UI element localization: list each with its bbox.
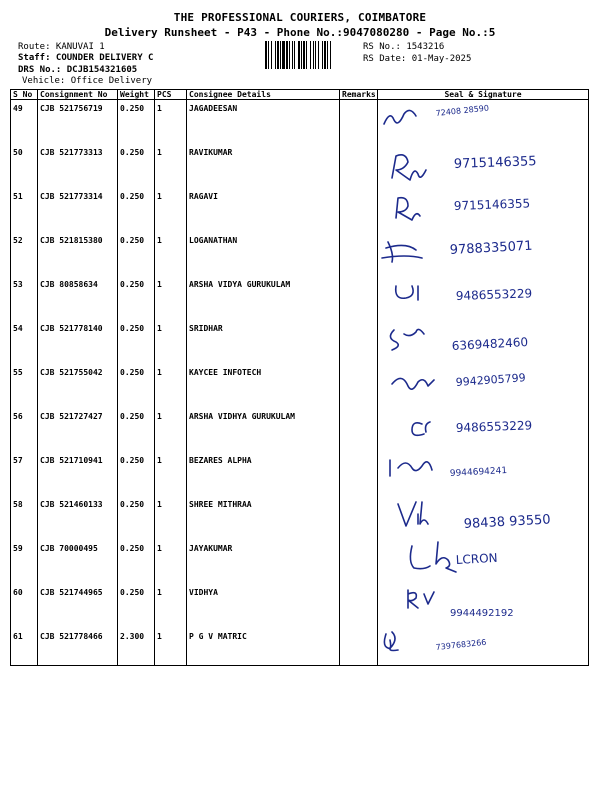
handwritten-signature — [378, 100, 589, 140]
table-header-row — [11, 90, 589, 100]
remarks-cell — [340, 628, 378, 666]
row-sno: 52 — [11, 232, 38, 276]
weight-value: 0.250 — [118, 584, 155, 628]
signature-stroke — [384, 632, 398, 651]
signature-stroke — [382, 242, 422, 262]
consignment-number: CJB 80858634 — [38, 276, 118, 320]
signature-cell — [378, 540, 589, 584]
signature-phone-text: 9715146355 — [453, 154, 537, 172]
staff-label: Staff: COUNDER DELIVERY C — [18, 53, 154, 63]
remarks-cell — [340, 320, 378, 364]
table-row — [11, 628, 589, 666]
signature-cell — [378, 144, 589, 188]
row-sno: 61 — [11, 628, 38, 666]
consignee-name: ARSHA VIDHYA GURUKULAM — [187, 408, 340, 452]
consignee-name: JAYAKUMAR — [187, 540, 340, 584]
weight-value: 0.250 — [118, 452, 155, 496]
weight-value: 0.250 — [118, 100, 155, 145]
remarks-cell — [340, 188, 378, 232]
weight-value: 0.250 — [118, 496, 155, 540]
handwritten-signature — [378, 276, 589, 316]
remarks-cell — [340, 276, 378, 320]
signature-phone-text: 98438 93550 — [463, 512, 551, 532]
signature-phone-text: LCRON — [455, 550, 498, 567]
remarks-cell — [340, 364, 378, 408]
signature-stroke — [408, 590, 434, 608]
signature-stroke — [412, 422, 430, 435]
signature-cell — [378, 452, 589, 496]
table-row — [11, 584, 589, 628]
signature-stroke — [396, 286, 418, 300]
pcs-value: 1 — [155, 540, 187, 584]
weight-value: 2.300 — [118, 628, 155, 666]
table-row — [11, 408, 589, 452]
pcs-value: 1 — [155, 408, 187, 452]
consignment-number: CJB 521778140 — [38, 320, 118, 364]
signature-cell — [378, 408, 589, 452]
rs-date: RS Date: 01-May-2025 — [363, 54, 472, 64]
runsheet-table — [10, 89, 589, 666]
signature-cell — [378, 584, 589, 628]
remarks-cell — [340, 100, 378, 145]
weight-value: 0.250 — [118, 188, 155, 232]
consignee-name: LOGANATHAN — [187, 232, 340, 276]
table-row — [11, 188, 589, 232]
consignee-name: JAGADEESAN — [187, 100, 340, 145]
row-sno: 49 — [11, 100, 38, 145]
drs-number: DRS No.: DCJB154321605 — [18, 65, 138, 75]
handwritten-signature — [378, 144, 589, 184]
signature-stroke — [384, 110, 416, 124]
row-sno: 55 — [11, 364, 38, 408]
handwritten-signature — [378, 408, 589, 448]
col-weight: Weight — [118, 90, 155, 100]
signature-cell — [378, 188, 589, 232]
signature-phone-text: 7397683266 — [435, 637, 487, 652]
signature-stroke — [392, 378, 434, 389]
consignment-number: CJB 521815380 — [38, 232, 118, 276]
remarks-cell — [340, 232, 378, 276]
signature-cell — [378, 276, 589, 320]
signature-stroke — [392, 155, 426, 180]
rs-number: RS No.: 1543216 — [363, 42, 445, 52]
consignment-number: CJB 521778466 — [38, 628, 118, 666]
signature-phone-text: 9788335071 — [449, 238, 533, 258]
handwritten-signature — [378, 584, 589, 624]
row-sno: 58 — [11, 496, 38, 540]
signature-phone-text: 9944694241 — [449, 466, 508, 479]
table-row — [11, 144, 589, 188]
table-row — [11, 100, 589, 145]
signature-stroke — [390, 460, 432, 476]
signature-cell — [378, 100, 589, 145]
signature-stroke — [410, 542, 456, 572]
consignment-number: CJB 521773313 — [38, 144, 118, 188]
table-row — [11, 364, 589, 408]
handwritten-signature — [378, 452, 589, 492]
consignee-name: ARSHA VIDYA GURUKULAM — [187, 276, 340, 320]
signature-stroke — [390, 329, 424, 350]
pcs-value: 1 — [155, 628, 187, 666]
signature-phone-text: 9486553229 — [455, 286, 533, 303]
consignment-number: CJB 521710941 — [38, 452, 118, 496]
consignee-name: RAGAVI — [187, 188, 340, 232]
remarks-cell — [340, 540, 378, 584]
handwritten-signature — [378, 188, 589, 228]
pcs-value: 1 — [155, 144, 187, 188]
row-sno: 56 — [11, 408, 38, 452]
consignment-number: CJB 521727427 — [38, 408, 118, 452]
signature-phone-text: 9944492192 — [450, 608, 514, 619]
row-sno: 57 — [11, 452, 38, 496]
col-signature: Seal & Signature — [378, 90, 589, 100]
signature-cell — [378, 320, 589, 364]
col-sno: S No — [11, 90, 38, 100]
signature-cell — [378, 232, 589, 276]
pcs-value: 1 — [155, 188, 187, 232]
signature-cell — [378, 364, 589, 408]
row-sno: 54 — [11, 320, 38, 364]
row-sno: 50 — [11, 144, 38, 188]
consignment-number: CJB 521744965 — [38, 584, 118, 628]
consignee-name: SRIDHAR — [187, 320, 340, 364]
signature-cell — [378, 628, 589, 666]
consignee-name: P G V MATRIC — [187, 628, 340, 666]
consignment-number: CJB 521773314 — [38, 188, 118, 232]
pcs-value: 1 — [155, 100, 187, 145]
table-row — [11, 276, 589, 320]
company-title: THE PROFESSIONAL COURIERS, COIMBATORE — [173, 11, 427, 24]
consignment-number: CJB 521460133 — [38, 496, 118, 540]
signature-phone-text: 72408 28590 — [435, 103, 490, 118]
weight-value: 0.250 — [118, 232, 155, 276]
table-row — [11, 320, 589, 364]
pcs-value: 1 — [155, 276, 187, 320]
col-pcs: PCS — [155, 90, 187, 100]
table-row — [11, 232, 589, 276]
consignment-number: CJB 521755042 — [38, 364, 118, 408]
pcs-value: 1 — [155, 320, 187, 364]
consignee-name: SHREE MITHRAA — [187, 496, 340, 540]
table-row — [11, 496, 589, 540]
remarks-cell — [340, 452, 378, 496]
table-row — [11, 540, 589, 584]
handwritten-signature — [378, 496, 589, 536]
handwritten-signature — [378, 628, 589, 666]
weight-value: 0.250 — [118, 320, 155, 364]
consignee-name: VIDHYA — [187, 584, 340, 628]
table-row — [11, 452, 589, 496]
signature-stroke — [398, 502, 428, 526]
signature-phone-text: 6369482460 — [451, 335, 529, 353]
handwritten-signature — [378, 232, 589, 272]
route-label: Route: KANUVAI 1 — [18, 42, 105, 52]
consignee-name: KAYCEE INFOTECH — [187, 364, 340, 408]
signature-cell — [378, 496, 589, 540]
remarks-cell — [340, 144, 378, 188]
pcs-value: 1 — [155, 584, 187, 628]
row-sno: 53 — [11, 276, 38, 320]
pcs-value: 1 — [155, 452, 187, 496]
row-sno: 51 — [11, 188, 38, 232]
handwritten-signature — [378, 320, 589, 360]
handwritten-signature — [378, 364, 589, 404]
remarks-cell — [340, 496, 378, 540]
consignee-name: RAVIKUMAR — [187, 144, 340, 188]
weight-value: 0.250 — [118, 540, 155, 584]
runsheet-subtitle: Delivery Runsheet - P43 - Phone No.:9047080280 - Page No.:5 — [104, 26, 496, 39]
consignment-number: CJB 70000495 — [38, 540, 118, 584]
row-sno: 59 — [11, 540, 38, 584]
col-consignment: Consignment No — [38, 90, 118, 100]
col-consignee: Consignee Details — [187, 90, 340, 100]
consignment-number: CJB 521756719 — [38, 100, 118, 145]
signature-phone-text: 9486553229 — [455, 418, 533, 435]
row-sno: 60 — [11, 584, 38, 628]
pcs-value: 1 — [155, 364, 187, 408]
weight-value: 0.250 — [118, 276, 155, 320]
consignee-name: BEZARES ALPHA — [187, 452, 340, 496]
pcs-value: 1 — [155, 496, 187, 540]
barcode-icon — [265, 41, 359, 69]
signature-phone-text: 9715146355 — [453, 196, 531, 213]
vehicle-label: Vehicle: Office Delivery — [22, 76, 153, 86]
remarks-cell — [340, 408, 378, 452]
handwritten-signature — [378, 540, 589, 580]
remarks-cell — [340, 584, 378, 628]
pcs-value: 1 — [155, 232, 187, 276]
weight-value: 0.250 — [118, 408, 155, 452]
weight-value: 0.250 — [118, 364, 155, 408]
signature-phone-text: 9942905799 — [455, 371, 527, 389]
signature-stroke — [396, 198, 420, 220]
col-remarks: Remarks — [340, 90, 378, 100]
weight-value: 0.250 — [118, 144, 155, 188]
